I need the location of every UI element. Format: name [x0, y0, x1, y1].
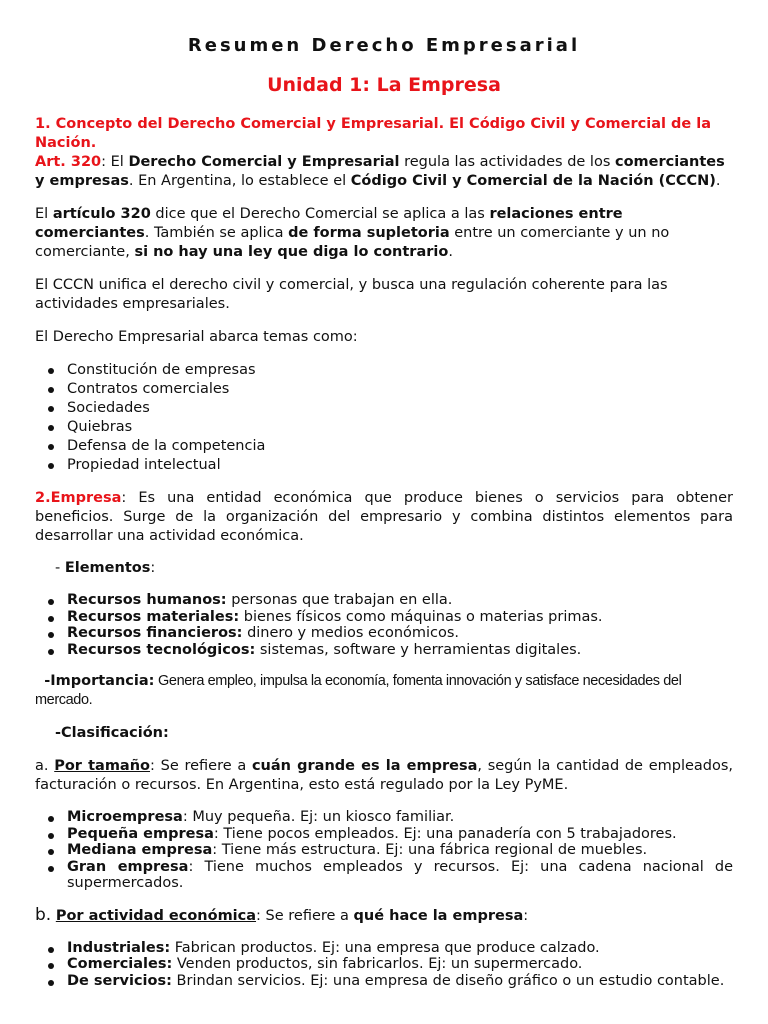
text-run: a.	[35, 758, 55, 774]
text-run: . También se aplica	[144, 225, 289, 241]
actividad-paragraph	[35, 906, 733, 926]
bold-run: Gran empresa	[67, 858, 189, 875]
bold-run: Recursos financieros:	[67, 625, 243, 641]
bold-run: de forma supletoria	[288, 225, 450, 241]
list-item: Sociedades	[35, 399, 733, 418]
bold-run: relaciones entre comerciantes	[35, 206, 623, 241]
list-item	[35, 826, 733, 843]
list-item: Defensa de la competencia	[35, 437, 733, 456]
text-run: : Tiene más estructura. Ej: una fábrica regional de muebles.	[212, 842, 648, 858]
list-item: Quiebras	[35, 418, 733, 437]
text-run: .	[715, 173, 721, 189]
document-title: Resumen Derecho Empresarial	[187, 35, 581, 56]
text-run: sistemas, software y herramientas digitales.	[255, 641, 582, 658]
bold-run: Industriales:	[67, 939, 171, 956]
text-run: : Tiene pocos empleados. Ej: una panadería con 5 trabajadores.	[213, 825, 677, 842]
importancia-paragraph	[35, 672, 733, 710]
bold-run: Recursos materiales:	[67, 608, 240, 625]
underlined-run: Por tamaño	[54, 758, 151, 774]
bold-run: artículo 320	[52, 206, 151, 222]
text-run: Genera empleo, impulsa la economía, fomenta innovación y satisface necesidades del mercado.	[35, 673, 682, 708]
list-item	[35, 940, 733, 957]
list-item	[35, 609, 733, 626]
text-run: dinero y medios económicos.	[242, 625, 460, 641]
text-run: bienes físicos como máquinas o materias primas.	[239, 608, 603, 625]
temas-intro: El Derecho Empresarial abarca temas como:	[35, 329, 358, 345]
bold-run: qué hace la empresa	[353, 907, 524, 924]
bold-run: Pequeña empresa	[67, 825, 214, 842]
bold-run: Código Civil y Comercial de la Nación (CCCN)	[350, 173, 716, 189]
section-1-heading: 1. Concepto del Derecho Comercial y Empresarial. El Código Civil y Comercial de la Nación.	[35, 116, 712, 151]
underlined-run: Por actividad económica	[55, 907, 257, 924]
section-1-paragraph	[35, 115, 733, 191]
list-item	[35, 625, 733, 642]
tamano-paragraph	[35, 757, 733, 795]
elementos-heading	[35, 559, 733, 578]
text-run: . En Argentina, lo establece el	[128, 173, 351, 189]
bold-run: Recursos tecnológicos:	[67, 641, 256, 658]
text-run: : Se refiere a	[150, 758, 252, 774]
text-run: dice que el Derecho Comercial se aplica a las	[150, 206, 490, 222]
text-run: regula las actividades de los	[399, 154, 615, 170]
text-run: entre un comerciante y un no comerciante,	[35, 225, 670, 260]
bold-run: cuán grande es la empresa	[251, 758, 478, 774]
text-run: El	[35, 206, 53, 222]
list-item	[35, 809, 733, 826]
temas-list	[35, 361, 733, 475]
section-2-heading: 2.Empresa	[35, 490, 122, 506]
list-item: Propiedad intelectual	[35, 456, 733, 475]
list-item	[35, 642, 733, 659]
text-run: : El	[101, 154, 129, 170]
list-item	[35, 859, 733, 892]
text-run: :	[150, 560, 156, 576]
bold-run: -Importancia:	[44, 673, 155, 689]
text-run: .	[448, 244, 453, 260]
bold-run: Recursos humanos:	[67, 592, 227, 608]
text-run: -	[55, 560, 65, 576]
bold-run: Elementos	[64, 560, 151, 576]
list-item: Contratos comerciales	[35, 380, 733, 399]
text-run: : Tiene muchos empleados y recursos. Ej: una cadena nacional de supermercados.	[67, 858, 733, 891]
text-run: Brindan servicios. Ej: una empresa de diseño gráfico o un estudio contable.	[171, 972, 725, 989]
elementos-list	[35, 592, 733, 658]
list-item	[35, 842, 733, 859]
bold-run: Mediana empresa	[67, 842, 213, 858]
list-item	[35, 956, 733, 973]
text-run: : Es una entidad económica que produce bienes o servicios para obtener beneficios. Surge de la organización del empresario y combina distintos elementos para desarrollar una actividad económica.	[35, 490, 733, 544]
text-run: Fabrican productos. Ej: una empresa que produce calzado.	[170, 939, 600, 956]
list-item	[35, 973, 733, 990]
text-run: , según la cantidad de empleados, facturación o recursos. En Argentina, esto está regulado por la Ley PyME.	[35, 758, 734, 793]
bold-run: comerciantes y empresas	[35, 154, 725, 189]
text-run: :	[523, 907, 529, 924]
tamano-list	[35, 809, 733, 892]
unit-title: Unidad 1: La Empresa	[267, 74, 501, 96]
actividad-list	[35, 940, 733, 990]
text-run: b.	[35, 904, 52, 925]
article-320-paragraph	[35, 205, 733, 262]
bold-run: si no hay una ley que diga lo contrario	[134, 244, 449, 260]
bold-run: Derecho Comercial y Empresarial	[128, 154, 400, 170]
text-run: : Muy pequeña. Ej: un kiosco familiar.	[182, 809, 455, 825]
section-2-paragraph	[35, 489, 733, 546]
text-run: : Se refiere a	[256, 907, 354, 924]
text-run: Venden productos, sin fabricarlos. Ej: un supermercado.	[172, 956, 583, 972]
bold-run: Microempresa	[67, 809, 183, 825]
bold-run: Comerciales:	[67, 956, 173, 972]
list-item: Constitución de empresas	[35, 361, 733, 380]
clasificacion-heading: -Clasificación:	[55, 725, 169, 741]
list-item	[35, 592, 733, 609]
cccn-paragraph: El CCCN unifica el derecho civil y comercial, y busca una regulación coherente para las actividades empresariales.	[35, 277, 668, 312]
bold-run: De servicios:	[67, 972, 172, 989]
text-run: personas que trabajan en ella.	[226, 592, 453, 608]
art-320-label: Art. 320	[35, 154, 102, 170]
